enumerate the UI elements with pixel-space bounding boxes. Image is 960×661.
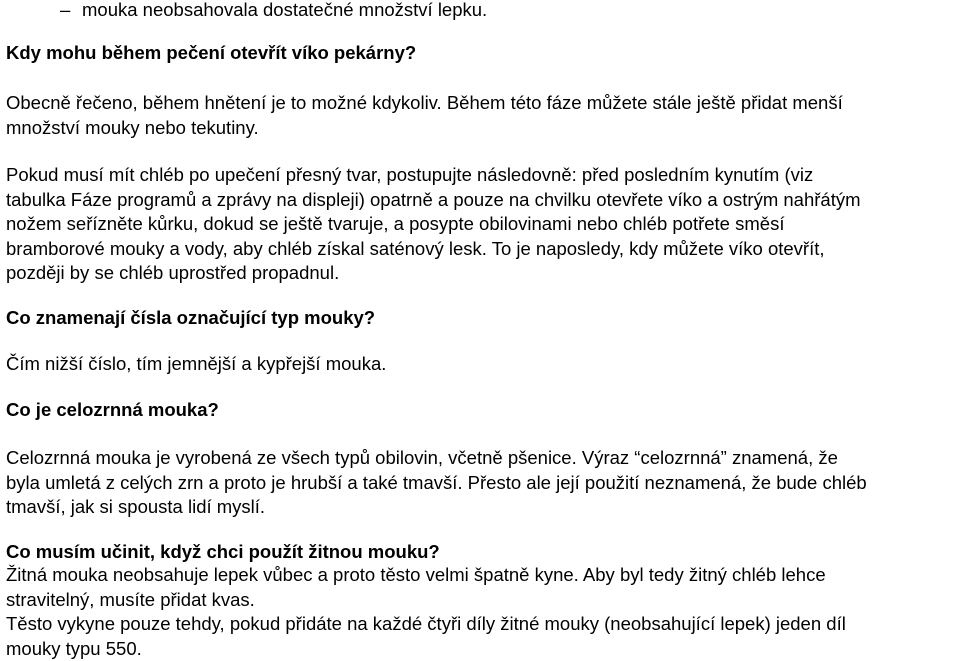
answer-line: byla umletá z celých zrn a proto je hrubší a také tmavší. Přesto ale její použití neznamená, že bude chléb	[6, 471, 867, 496]
answer-rye-flour	[6, 563, 846, 661]
question-wholegrain: Co je celozrnná mouka?	[6, 398, 219, 423]
question-flour-numbers: Co znamenají čísla označující typ mouky?	[6, 306, 375, 331]
bullet-text: mouka neobsahovala dostatečné množství lepku.	[82, 0, 487, 23]
answer-line: stravitelný, musíte přidat kvas.	[6, 588, 846, 613]
dash-bullet: –	[60, 0, 70, 23]
question-rye-flour: Co musím učinit, když chci použít žitnou mouku?	[6, 540, 440, 565]
question-open-lid: Kdy mohu během pečení otevřít víko pekárny?	[6, 41, 416, 66]
answer-wholegrain	[6, 446, 867, 520]
answer-line: Žitná mouka neobsahuje lepek vůbec a proto těsto velmi špatně kyne. Aby byl tedy žitný chléb lehce	[6, 563, 846, 588]
paragraph-line: nožem seřízněte kůrku, dokud se ještě tvaruje, a posypte obilovinami nebo chléb potřete směsí	[6, 212, 861, 237]
paragraph-line: Pokud musí mít chléb po upečení přesný tvar, postupujte následovně: před posledním kynutím (viz	[6, 163, 861, 188]
answer-open-lid	[6, 91, 843, 140]
answer-line: Celozrnná mouka je vyrobená ze všech typů obilovin, včetně pšenice. Výraz “celozrnná” znamená, že	[6, 446, 867, 471]
answer-line: množství mouky nebo tekutiny.	[6, 116, 843, 141]
paragraph-line: tabulka Fáze programů a zprávy na displeji) opatrně a pouze na chvilku otevřete víko a ostrým nahřátým	[6, 188, 861, 213]
paragraph-shape-tip	[6, 163, 861, 286]
answer-line: mouky typu 550.	[6, 637, 846, 661]
answer-line: Těsto vykyne pouze tehdy, pokud přidáte na každé čtyři díly žitné mouky (neobsahující lepek) jeden díl	[6, 612, 846, 637]
answer-line: Obecně řečeno, během hnětení je to možné kdykoliv. Během této fáze můžete stále ještě přidat menší	[6, 91, 843, 116]
answer-line: tmavší, jak si spousta lidí myslí.	[6, 495, 867, 520]
paragraph-line: později by se chléb uprostřed propadnul.	[6, 261, 861, 286]
paragraph-line: bramborové mouky a vody, aby chléb získal saténový lesk. To je naposledy, kdy můžete víko otevřít,	[6, 237, 861, 262]
answer-flour-numbers: Čím nižší číslo, tím jemnější a kypřejší mouka.	[6, 352, 386, 377]
